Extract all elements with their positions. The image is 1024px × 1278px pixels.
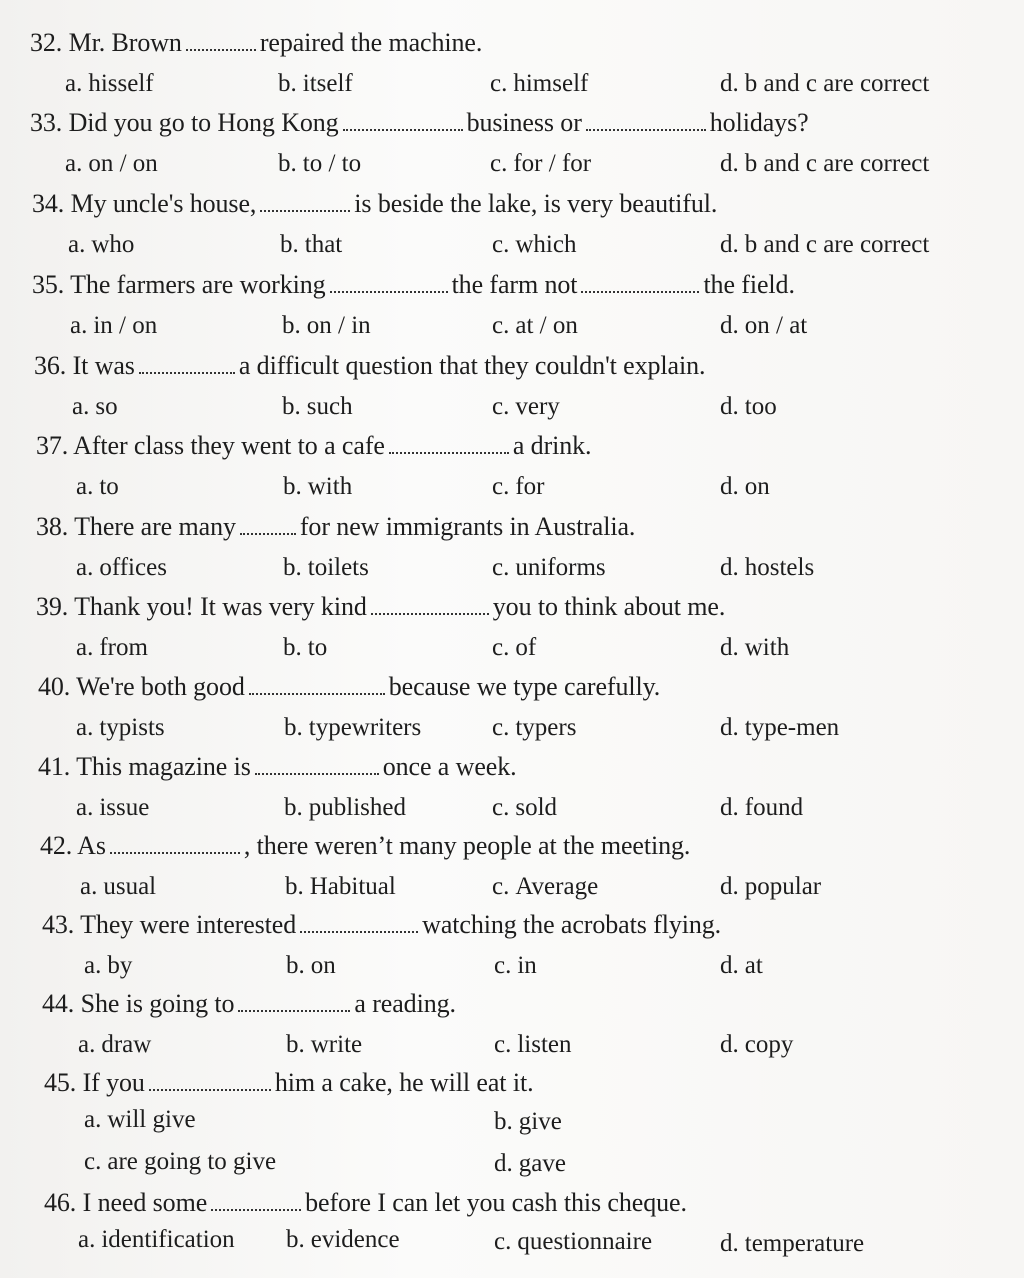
option-text: toilets	[307, 554, 369, 581]
option-text: with	[307, 473, 353, 500]
question-text: It was	[72, 351, 135, 380]
option-letter: b.	[286, 1031, 305, 1058]
option-text: itself	[302, 70, 353, 97]
question-text: The farmers are working	[70, 270, 326, 299]
option-text: very	[515, 393, 560, 420]
option-text: give	[518, 1108, 562, 1135]
option-a[interactable]	[68, 231, 134, 259]
question-text: a reading.	[354, 989, 456, 1018]
option-letter: b.	[283, 634, 302, 661]
option-b[interactable]	[284, 794, 406, 822]
question-37	[0, 431, 1024, 511]
option-letter: d.	[720, 312, 739, 339]
question-number: 36.	[34, 351, 67, 380]
option-text: which	[515, 231, 577, 258]
option-letter: d.	[720, 554, 739, 581]
option-text: on	[310, 952, 336, 979]
option-letter: b.	[283, 473, 302, 500]
question-stem	[30, 108, 809, 138]
option-b[interactable]	[282, 312, 371, 340]
answer-blank[interactable]	[330, 273, 448, 293]
question-stem	[38, 752, 517, 782]
option-letter: b.	[278, 70, 297, 97]
answer-blank[interactable]	[343, 111, 463, 131]
option-d[interactable]	[720, 231, 929, 259]
question-34	[0, 189, 1024, 269]
option-d[interactable]	[720, 1230, 864, 1258]
option-letter: b.	[282, 393, 301, 420]
option-text: so	[95, 393, 118, 420]
question-43	[0, 910, 1024, 990]
option-b[interactable]	[283, 554, 369, 582]
option-letter: a.	[72, 393, 90, 420]
question-35	[0, 270, 1024, 350]
answer-blank[interactable]	[586, 111, 706, 131]
option-b[interactable]	[282, 393, 353, 421]
option-text: write	[310, 1031, 363, 1058]
option-c[interactable]	[492, 634, 536, 662]
question-number: 32.	[30, 28, 63, 57]
question-46	[0, 1188, 1024, 1268]
option-a[interactable]	[76, 794, 149, 822]
option-b[interactable]	[283, 473, 352, 501]
question-stem	[44, 1188, 687, 1218]
option-text: will give	[107, 1106, 196, 1133]
question-39	[0, 592, 1024, 672]
option-letter: b.	[284, 714, 303, 741]
option-d[interactable]	[720, 952, 763, 980]
question-stem	[30, 28, 482, 58]
option-b[interactable]	[286, 952, 336, 980]
option-text: from	[99, 634, 148, 661]
option-letter: a.	[76, 473, 94, 500]
question-stem	[34, 351, 705, 381]
option-text: such	[306, 393, 353, 420]
question-32	[0, 28, 1024, 108]
option-d[interactable]	[720, 70, 929, 98]
option-a[interactable]	[72, 393, 118, 421]
option-b[interactable]	[285, 873, 396, 901]
question-stem	[32, 189, 717, 219]
question-stem	[40, 831, 690, 861]
option-letter: c.	[490, 150, 508, 177]
answer-blank[interactable]	[260, 192, 350, 212]
option-text: for	[515, 473, 545, 500]
option-c[interactable]	[494, 1228, 652, 1256]
option-letter: c.	[492, 231, 510, 258]
option-letter: b.	[278, 150, 297, 177]
question-45	[0, 1068, 1024, 1190]
option-text: questionnaire	[517, 1228, 653, 1255]
option-text: published	[308, 794, 406, 821]
option-letter: d.	[720, 714, 739, 741]
question-text: business or	[466, 108, 582, 137]
question-stem	[42, 989, 456, 1019]
option-text: typists	[99, 714, 165, 741]
option-a[interactable]	[78, 1226, 235, 1254]
option-letter: c.	[494, 1031, 512, 1058]
option-letter: a.	[84, 1106, 102, 1133]
question-44	[0, 989, 1024, 1069]
option-text: draw	[101, 1031, 152, 1058]
question-text: If you	[82, 1068, 145, 1097]
option-b[interactable]	[286, 1226, 400, 1254]
option-a[interactable]	[76, 714, 165, 742]
answer-blank[interactable]	[186, 31, 256, 51]
option-letter: c.	[492, 393, 510, 420]
question-text: once a week.	[382, 752, 517, 781]
option-text: typewriters	[308, 714, 422, 741]
question-text: They were interested	[80, 910, 297, 939]
question-number: 33.	[30, 108, 63, 137]
option-letter: b.	[280, 231, 299, 258]
answer-blank[interactable]	[255, 755, 379, 775]
option-a[interactable]	[80, 873, 156, 901]
question-text: As	[77, 831, 106, 860]
question-text: Mr. Brown	[68, 28, 182, 57]
option-a[interactable]	[84, 952, 132, 980]
option-letter: d.	[720, 473, 739, 500]
option-text: to	[99, 473, 119, 500]
option-letter: a.	[76, 634, 94, 661]
question-stem	[32, 270, 795, 300]
option-c[interactable]	[492, 473, 545, 501]
question-text: watching the acrobats flying.	[422, 910, 722, 939]
question-number: 43.	[42, 910, 75, 939]
question-text: Thank you! It was very kind	[74, 592, 367, 621]
option-text: copy	[744, 1031, 794, 1058]
answer-blank[interactable]	[240, 515, 296, 535]
option-d[interactable]	[720, 873, 821, 901]
question-text: After class they went to a cafe	[73, 431, 385, 460]
option-d[interactable]	[720, 1031, 793, 1059]
option-d[interactable]	[720, 312, 807, 340]
option-letter: b.	[283, 554, 302, 581]
option-text: b and c are correct	[744, 150, 930, 177]
option-letter: c.	[494, 1228, 512, 1255]
question-number: 45.	[44, 1068, 77, 1097]
option-c[interactable]	[492, 312, 578, 340]
option-text: issue	[99, 794, 150, 821]
option-c[interactable]	[492, 873, 598, 901]
option-letter: b.	[286, 952, 305, 979]
question-36	[0, 351, 1024, 431]
question-33	[0, 108, 1024, 188]
option-letter: d.	[720, 393, 739, 420]
option-text: sold	[515, 794, 558, 821]
option-letter: b.	[284, 794, 303, 821]
question-text: because we type carefully.	[388, 672, 661, 701]
option-letter: c.	[492, 873, 510, 900]
question-stem	[38, 672, 660, 702]
question-text: is beside the lake, is very beautiful.	[354, 189, 718, 218]
option-text: himself	[513, 70, 589, 97]
option-text: on / in	[306, 312, 371, 339]
answer-blank[interactable]	[249, 675, 385, 695]
option-letter: c.	[492, 473, 510, 500]
answer-blank[interactable]	[300, 913, 418, 933]
option-a[interactable]	[76, 473, 119, 501]
option-text: at	[744, 952, 763, 979]
question-38	[0, 512, 1024, 592]
option-text: who	[91, 231, 135, 258]
option-c[interactable]	[490, 70, 588, 98]
option-d[interactable]	[720, 794, 803, 822]
option-c[interactable]	[84, 1148, 276, 1176]
option-letter: c.	[492, 714, 510, 741]
option-text: with	[744, 634, 790, 661]
answer-blank[interactable]	[238, 992, 350, 1012]
option-letter: d.	[720, 70, 739, 97]
option-letter: a.	[70, 312, 88, 339]
question-text: a drink.	[512, 431, 592, 460]
option-d[interactable]	[720, 554, 814, 582]
option-c[interactable]	[492, 714, 576, 742]
option-letter: c.	[492, 794, 510, 821]
question-number: 41.	[38, 752, 71, 781]
option-text: to	[307, 634, 328, 661]
option-letter: c.	[492, 634, 510, 661]
option-letter: a.	[80, 873, 98, 900]
option-text: Habitual	[309, 873, 396, 900]
option-a[interactable]	[65, 150, 158, 178]
option-letter: a.	[68, 231, 86, 258]
option-text: too	[744, 393, 777, 420]
option-d[interactable]	[720, 714, 839, 742]
option-c[interactable]	[492, 794, 557, 822]
option-letter: b.	[282, 312, 301, 339]
question-text: I need some	[82, 1188, 208, 1217]
option-a[interactable]	[76, 554, 167, 582]
option-text: listen	[517, 1031, 572, 1058]
option-text: temperature	[744, 1230, 865, 1257]
question-text: She is going to	[80, 989, 235, 1018]
option-text: on / on	[88, 150, 158, 177]
option-c[interactable]	[492, 231, 576, 259]
question-number: 37.	[36, 431, 69, 460]
option-text: by	[107, 952, 133, 979]
option-letter: d.	[720, 150, 739, 177]
question-stem	[36, 431, 591, 461]
answer-blank[interactable]	[581, 273, 699, 293]
option-text: gave	[518, 1150, 566, 1177]
option-letter: d.	[720, 231, 739, 258]
option-c[interactable]	[490, 150, 591, 178]
question-number: 39.	[36, 592, 69, 621]
answer-blank[interactable]	[139, 354, 235, 374]
question-text: repaired the machine.	[259, 28, 483, 57]
question-text: We're both good	[76, 672, 245, 701]
option-a[interactable]	[78, 1031, 151, 1059]
option-text: to / to	[302, 150, 362, 177]
question-text: for new immigrants in Australia.	[299, 512, 636, 541]
question-number: 34.	[32, 189, 65, 218]
option-text: evidence	[310, 1226, 400, 1253]
option-text: b and c are correct	[744, 70, 930, 97]
question-42	[0, 831, 1024, 911]
question-text: , there weren’t many people at the meeting.	[243, 831, 691, 860]
option-text: are going to give	[107, 1148, 277, 1175]
option-letter: c.	[84, 1148, 102, 1175]
option-d[interactable]	[494, 1150, 566, 1178]
option-letter: a.	[78, 1031, 96, 1058]
option-letter: d.	[720, 1230, 739, 1257]
question-number: 38.	[36, 512, 69, 541]
option-letter: d.	[720, 873, 739, 900]
answer-blank[interactable]	[110, 834, 240, 854]
option-text: at / on	[515, 312, 578, 339]
option-letter: d.	[720, 794, 739, 821]
option-letter: a.	[84, 952, 102, 979]
option-text: typers	[515, 714, 577, 741]
question-text: you to think about me.	[492, 592, 726, 621]
question-40	[0, 672, 1024, 752]
question-text: My uncle's house,	[70, 189, 257, 218]
question-text: him a cake, he will eat it.	[274, 1068, 534, 1097]
option-letter: d.	[720, 1031, 739, 1058]
option-text: for / for	[513, 150, 592, 177]
option-letter: a.	[65, 70, 83, 97]
option-text: uniforms	[515, 554, 606, 581]
option-a[interactable]	[76, 634, 148, 662]
option-letter: c.	[494, 952, 512, 979]
option-letter: b.	[285, 873, 304, 900]
option-c[interactable]	[492, 393, 560, 421]
option-text: identification	[101, 1226, 235, 1253]
option-letter: c.	[492, 312, 510, 339]
option-b[interactable]	[278, 150, 361, 178]
option-letter: c.	[492, 554, 510, 581]
question-text: the farm not	[451, 270, 578, 299]
question-text: before I can let you cash this cheque.	[305, 1188, 687, 1217]
option-a[interactable]	[65, 70, 154, 98]
question-text: This magazine is	[76, 752, 251, 781]
option-text: in / on	[93, 312, 158, 339]
option-letter: a.	[76, 714, 94, 741]
question-stem	[44, 1068, 533, 1098]
answer-blank[interactable]	[389, 434, 509, 454]
question-number: 44.	[42, 989, 75, 1018]
option-a[interactable]	[84, 1106, 196, 1134]
option-letter: d.	[494, 1150, 513, 1177]
option-letter: d.	[720, 952, 739, 979]
option-d[interactable]	[720, 150, 929, 178]
option-text: in	[517, 952, 537, 979]
answer-blank[interactable]	[211, 1191, 301, 1211]
question-text: There are many	[74, 512, 236, 541]
option-letter: b.	[494, 1108, 513, 1135]
option-text: found	[744, 794, 804, 821]
answer-blank[interactable]	[371, 595, 489, 615]
option-b[interactable]	[278, 70, 353, 98]
option-text: hisself	[88, 70, 154, 97]
option-text: Average	[515, 873, 599, 900]
option-letter: a.	[78, 1226, 96, 1253]
option-a[interactable]	[70, 312, 157, 340]
option-d[interactable]	[720, 473, 770, 501]
option-b[interactable]	[494, 1108, 562, 1136]
question-number: 40.	[38, 672, 71, 701]
option-c[interactable]	[494, 1031, 572, 1059]
option-b[interactable]	[284, 714, 421, 742]
answer-blank[interactable]	[149, 1071, 271, 1091]
option-text: b and c are correct	[744, 231, 930, 258]
option-letter: b.	[286, 1226, 305, 1253]
option-text: popular	[744, 873, 822, 900]
option-d[interactable]	[720, 393, 777, 421]
question-number: 42.	[40, 831, 73, 860]
question-41	[0, 752, 1024, 832]
option-c[interactable]	[492, 554, 606, 582]
question-stem	[42, 910, 721, 940]
question-text: the field.	[703, 270, 795, 299]
question-text: a difficult question that they couldn't explain.	[238, 351, 706, 380]
option-b[interactable]	[283, 634, 327, 662]
option-text: that	[304, 231, 343, 258]
option-letter: d.	[720, 634, 739, 661]
option-text: usual	[103, 873, 157, 900]
option-b[interactable]	[286, 1031, 362, 1059]
question-stem	[36, 512, 635, 542]
option-letter: a.	[76, 794, 94, 821]
question-text: Did you go to Hong Kong	[68, 108, 339, 137]
option-text: on	[744, 473, 770, 500]
option-c[interactable]	[494, 952, 537, 980]
option-letter: a.	[65, 150, 83, 177]
option-d[interactable]	[720, 634, 789, 662]
option-text: on / at	[744, 312, 808, 339]
question-text: holidays?	[709, 108, 809, 137]
question-number: 35.	[32, 270, 65, 299]
option-letter: c.	[490, 70, 508, 97]
option-b[interactable]	[280, 231, 342, 259]
option-text: offices	[99, 554, 167, 581]
question-number: 46.	[44, 1188, 77, 1217]
question-stem	[36, 592, 725, 622]
option-text: of	[515, 634, 537, 661]
option-text: hostels	[744, 554, 815, 581]
option-letter: a.	[76, 554, 94, 581]
option-text: type-men	[744, 714, 840, 741]
